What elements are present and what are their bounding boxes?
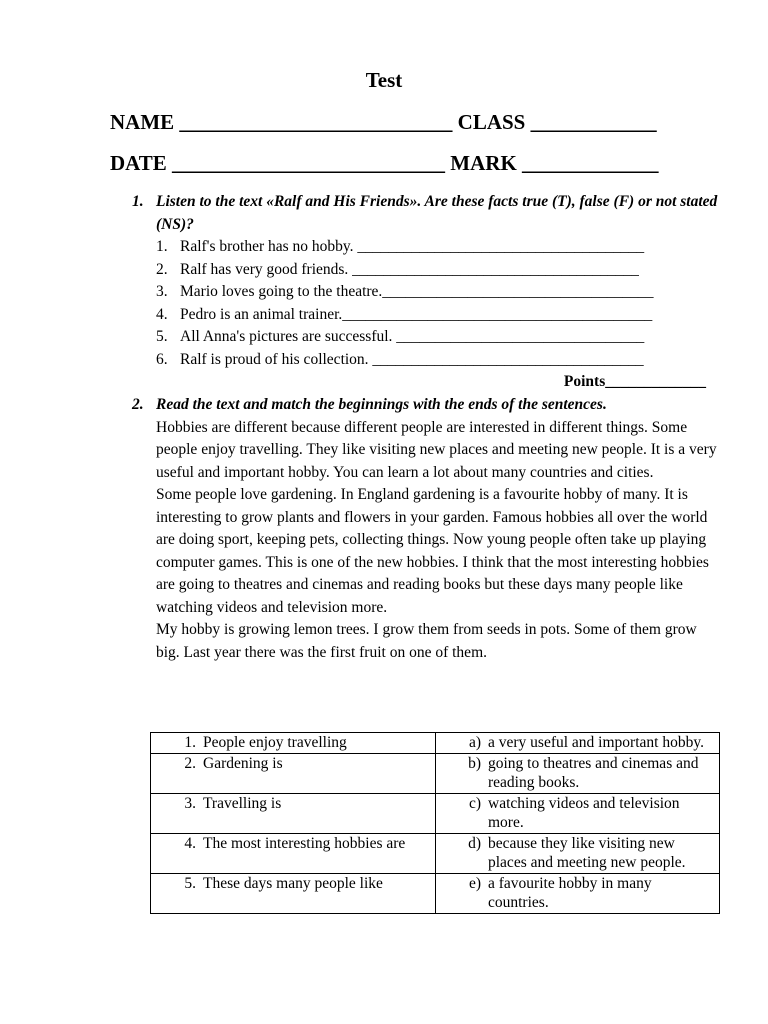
ending-text: a favourite hobby in many countries. [488, 874, 652, 911]
ending-text: watching videos and television more. [488, 794, 680, 831]
passage-paragraph: Hobbies are different because different people are interested in different things. Some people enjoy travelling. They like visiting new places and meeting new people. It is a very useful and important hobby. You can learn a lot about many countries and cities. [156, 418, 717, 481]
task-1-statements [132, 236, 722, 371]
sentence-beginning [151, 753, 436, 793]
task-1-instruction [132, 191, 722, 236]
beginning-text: These days many people like [203, 874, 383, 892]
table-row [151, 733, 720, 754]
ending-text: going to theatres and cinemas and reading books. [488, 754, 699, 791]
beginning-number: 1. [184, 734, 196, 751]
table-row [151, 793, 720, 833]
sentence-beginning [151, 793, 436, 833]
table-row [151, 873, 720, 913]
sentence-ending [436, 873, 720, 913]
sentence-ending [436, 793, 720, 833]
statement-text: Mario loves going to the theatre.___________________________________ [180, 283, 654, 300]
table-row [151, 753, 720, 793]
matching-table [150, 732, 720, 914]
ending-letter: e) [468, 874, 481, 892]
statement-text: Pedro is an animal trainer.________________________________________ [180, 305, 653, 323]
beginning-text: Gardening is [203, 754, 283, 772]
beginning-number: 2. [184, 754, 196, 772]
statement-text: Ralf's brother has no hobby. _____________________________________ [180, 238, 645, 255]
beginning-text: Travelling is [203, 794, 282, 812]
ending-text: because they like visiting new places and meeting new people. [488, 834, 686, 871]
task-2-instruction [132, 394, 722, 417]
statement-item [156, 326, 722, 349]
sentence-beginning [151, 873, 436, 913]
ending-text: a very useful and important hobby. [488, 734, 704, 751]
statement-text: Ralf has very good friends. _____________________________________ [180, 260, 639, 278]
statement-number: 5. [156, 328, 168, 345]
table-row [151, 833, 720, 873]
ending-letter: b) [468, 754, 481, 772]
ending-letter: a) [468, 734, 481, 751]
statement-number: 4. [156, 305, 168, 323]
task-1-number: 1. [132, 193, 144, 210]
task-2 [132, 394, 722, 664]
statement-item [156, 281, 722, 304]
sentence-ending [436, 733, 720, 754]
statement-item [156, 349, 722, 372]
sentence-ending [436, 833, 720, 873]
reading-passage [132, 417, 722, 665]
task-1-text: Listen to the text «Ralf and His Friends». Are these facts true (T), false (F) or not stated (NS)? [156, 193, 718, 233]
beginning-number: 3. [184, 794, 196, 812]
page-title: Test [365, 68, 403, 92]
statement-number: 1. [156, 238, 168, 255]
task-1 [132, 191, 722, 394]
passage-paragraph: Some people love gardening. In England gardening is a favourite hobby of many. It is interesting to grow plants and flowers in your garden. Famous hobbies all over the world are doing sport, keeping pets, collecting things. Now young people often take up playing computer games. This is one of the new hobbies. I think that the most interesting hobbies are going to theatres and cinemas and reading books but these days many people like watching videos and television more. [156, 486, 709, 616]
statement-text: All Anna's pictures are successful. ________________________________ [180, 328, 645, 345]
passage-paragraph: My hobby is growing lemon trees. I grow them from seeds in pots. Some of them grow big. Last year there was the first fruit on one of them. [156, 621, 697, 661]
name-class-line: NAME __________________________ CLASS ____________ [110, 110, 657, 134]
ending-letter: c) [468, 794, 481, 812]
ending-letter: d) [468, 834, 481, 852]
statement-number: 2. [156, 260, 168, 278]
statement-item [156, 259, 722, 282]
statement-number: 3. [156, 283, 168, 300]
task-2-number: 2. [132, 396, 144, 413]
beginning-text: The most interesting hobbies are [203, 834, 406, 852]
statement-item [156, 304, 722, 327]
date-mark-line: DATE __________________________ MARK _____________ [110, 151, 659, 175]
points-line: Points_____________ [563, 373, 706, 390]
sentence-beginning [151, 733, 436, 754]
statement-text: Ralf is proud of his collection. ___________________________________ [180, 350, 644, 368]
beginning-number: 5. [184, 874, 196, 892]
statement-item [156, 236, 722, 259]
beginning-text: People enjoy travelling [203, 734, 347, 751]
sentence-ending [436, 753, 720, 793]
beginning-number: 4. [184, 834, 196, 852]
statement-number: 6. [156, 350, 168, 368]
task-2-text: Read the text and match the beginnings with the ends of the sentences. [156, 396, 607, 413]
sentence-beginning [151, 833, 436, 873]
